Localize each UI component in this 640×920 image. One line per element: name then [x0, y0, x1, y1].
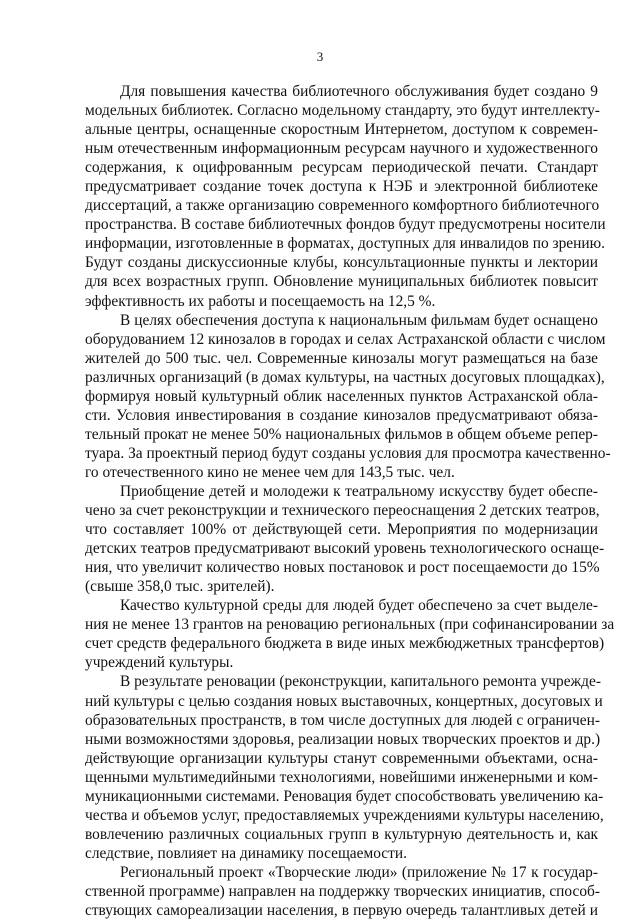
text-line: детских театров предусматривают высокий уровень технологического оснаще- — [85, 540, 605, 558]
text-line: В целях обеспечения доступа к национальным фильмам будет оснащено — [120, 311, 598, 329]
text-line: тельный прокат не менее 50% национальных фильмов в общем объеме репер- — [85, 425, 598, 443]
text-line: различных организаций (в домах культуры, на частных досуговых площадках), — [85, 368, 605, 386]
text-line: чества и объемов услуг, предоставляемых учреждениями культуры населению, — [85, 806, 604, 824]
text-line: ния, что увеличит количество новых постановок и рост посещаемости до 15% — [85, 559, 600, 577]
text-line: информации, изготовленные в форматах, доступных для инвалидов по зрению. — [85, 235, 605, 253]
text-line: для всех возрастных групп. Обновление муниципальных библиотек повысит — [85, 273, 598, 291]
text-line: го отечественного кино не менее чем для 143,5 тыс. чел. — [85, 463, 455, 481]
document-body — [85, 82, 615, 920]
text-line: туара. За проектный период будут созданы условия для просмотра качественно- — [85, 444, 611, 462]
text-line: действующие организации культуры станут современными объектами, осна- — [85, 749, 598, 767]
paragraph-model-libraries — [85, 82, 606, 311]
text-line: содержания, к оцифрованным ресурсам периодической печати. Стандарт — [85, 159, 598, 177]
text-line: ным отечественным информационным ресурсам научного и художественного — [85, 140, 598, 158]
text-line: ний культуры с целью создания новых выставочных, концертных, досуговых и — [85, 692, 603, 710]
text-line: В результате реновации (реконструкции, капитального ремонта учрежде- — [120, 673, 601, 691]
text-line: Качество культурной среды для людей будет обеспечено за счет выделе- — [120, 597, 598, 615]
text-line: ния не менее 13 грантов на реновацию региональных (при софинансировании за — [85, 616, 615, 634]
text-line: вовлечению различных социальных групп в культурную деятельность и, как — [85, 825, 598, 843]
text-line: ствующих самореализации населения, в первую очередь талантливых детей и — [85, 902, 598, 920]
text-line: пространства. В составе библиотечных фондов будут предусмотрены носители — [85, 216, 606, 234]
text-line: счет средств федерального бюджета в виде иных межбюджетных трансфертов) — [85, 635, 605, 653]
text-line: Региональный проект «Творческие люди» (приложение № 17 к государ- — [120, 863, 598, 881]
text-line: Приобщение детей и молодежи к театральному искусству будет обеспе- — [120, 482, 598, 500]
text-line: учреждений культуры. — [85, 654, 234, 672]
paragraph-creative-people — [85, 863, 598, 920]
paragraph-culture-grants — [85, 596, 615, 672]
text-line: предусматривает создание точек доступа к НЭБ и электронной библиотеке — [85, 178, 598, 196]
text-line: ными возможностями здоровья, реализации новых творческих проектов и др.) — [85, 730, 601, 748]
text-line: следствие, повлияет на динамику посещаемости. — [85, 844, 407, 862]
text-line: Для повышения качества библиотечного обслуживания будет создано 9 — [120, 83, 598, 100]
text-line: сти. Условия инвестирования в создание кинозалов предусматривают обяза- — [85, 406, 598, 424]
text-line: Будут созданы дискуссионные клубы, консультационные пункты и лектории — [85, 254, 598, 272]
text-line: жителей до 500 тыс. чел. Современные кинозалы могут размещаться на базе — [85, 349, 598, 367]
text-line: образовательных пространств, в том числе доступных для людей с ограничен- — [85, 711, 600, 729]
page-number: 3 — [316, 49, 324, 64]
text-line: модельных библиотек. Согласно модельному стандарту, это будут интеллекту- — [85, 102, 600, 120]
text-line: (свыше 358,0 тыс. зрителей). — [85, 578, 275, 596]
text-line: щенными мультимедийными технологиями, новейшими инженерными и ком- — [85, 768, 598, 786]
text-line: чено за счет реконструкции и технического переоснащения 2 детских театров, — [85, 502, 600, 520]
text-line: ственной программе) направлен на поддержку творческих инициатив, способ- — [85, 882, 600, 900]
text-line: оборудованием 12 кинозалов в городах и селах Астраханской области с числом — [85, 330, 606, 348]
text-line: муникационными системами. Реновация будет способствовать увеличению ка- — [85, 787, 604, 805]
text-line: диссертаций, а также организацию современного комфортного библиотечного — [85, 197, 600, 215]
text-line: формируя новый культурный облик населенных пунктов Астраханской обла- — [85, 387, 598, 405]
text-line: альные центры, оснащенные скоростным Интернетом, доступом к современ- — [85, 121, 598, 139]
paragraph-cinema-halls — [85, 311, 611, 482]
paragraph-renovation — [85, 672, 604, 862]
text-line: эффективность их работы и посещаемость на 12,5 %. — [85, 292, 436, 310]
text-line: что составляет 100% от действующей сети. Мероприятия по модернизации — [85, 521, 598, 539]
paragraph-children-theatres — [85, 482, 605, 596]
